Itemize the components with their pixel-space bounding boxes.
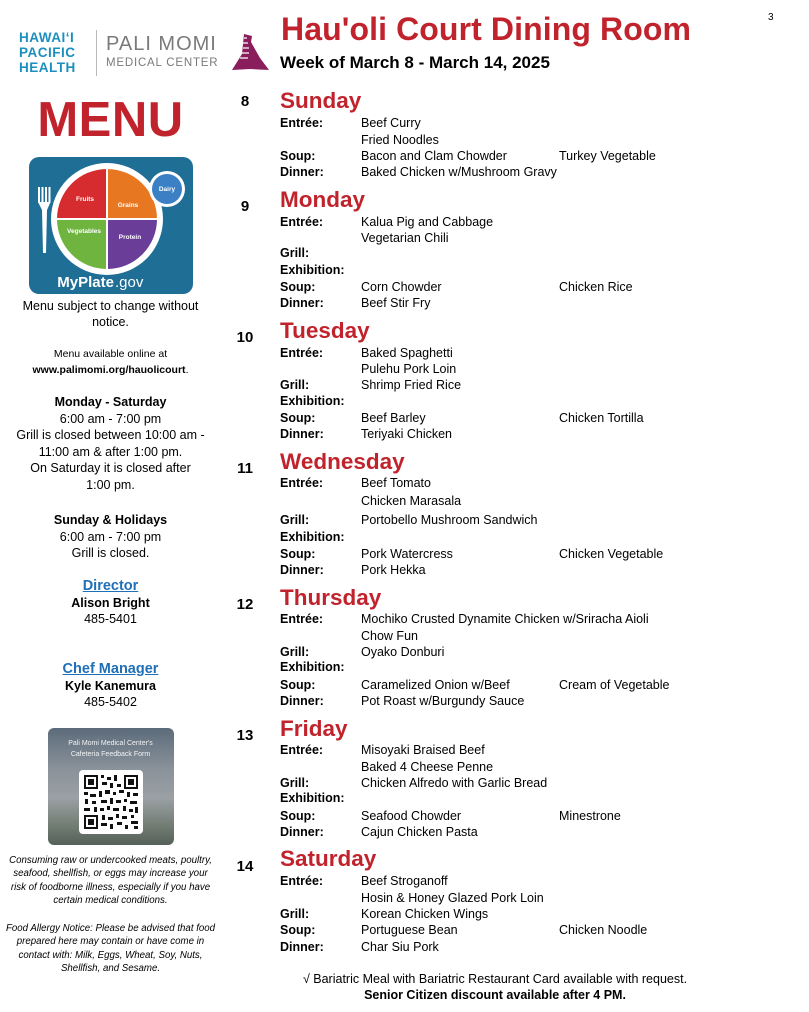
menu-item: Vegetarian Chili xyxy=(361,231,449,245)
director-link[interactable]: Director xyxy=(82,577,139,594)
menu-item: Kalua Pig and Cabbage xyxy=(361,215,494,229)
menu-item: Char Siu Pork xyxy=(361,940,439,954)
row-label: Exhibition: xyxy=(280,530,345,544)
page-number: 3 xyxy=(768,12,774,23)
grill-note: Grill is closed. xyxy=(71,546,150,560)
row-label: Entrée: xyxy=(280,215,324,229)
myplate-icon xyxy=(29,157,193,294)
logo-text-line: PALI MOMI xyxy=(106,33,217,55)
menu-item: Chicken Noodle xyxy=(559,923,648,937)
menu-item: Oyako Donburi xyxy=(361,645,445,659)
grains-label: Grains xyxy=(117,202,138,209)
menu-item: Cream of Vegetable xyxy=(559,678,670,692)
bariatric-note: √ Bariatric Meal with Bariatric Restaurant Card available with request. xyxy=(302,972,688,986)
menu-item: Caramelized Onion w/Beef xyxy=(361,678,510,692)
hours-time: 6:00 am - 7:00 pm xyxy=(59,411,162,426)
day-number: 13 xyxy=(236,727,254,744)
row-label: Dinner: xyxy=(280,563,324,577)
footer-notes xyxy=(230,971,760,1003)
row-label: Soup: xyxy=(280,149,316,163)
row-label: Entrée: xyxy=(280,346,324,360)
day-name: Saturday xyxy=(280,846,377,871)
row-label: Grill: xyxy=(280,378,310,392)
day-name: Sunday xyxy=(280,88,362,113)
director-name: Alison Bright xyxy=(71,595,150,610)
menu-item: Turkey Vegetable xyxy=(559,149,656,163)
vegetables-label: Vegetables xyxy=(66,228,101,235)
row-label: Entrée: xyxy=(280,743,324,757)
day-name: Thursday xyxy=(280,585,382,610)
row-label: Dinner: xyxy=(280,427,324,441)
day-name: Friday xyxy=(280,716,348,741)
director-phone: 485-5401 xyxy=(84,611,137,626)
row-label: Soup: xyxy=(280,678,316,692)
day-number: 12 xyxy=(236,596,254,613)
row-label: Exhibition: xyxy=(280,263,345,277)
menu-item: Portobello Mushroom Sandwich xyxy=(361,513,538,527)
saturday-note: On Saturday it is closed after 1:00 pm. xyxy=(30,461,191,492)
dairy-label: Dairy xyxy=(158,186,175,193)
row-label: Exhibition: xyxy=(280,394,345,408)
raw-food-disclaimer: Consuming raw or undercooked meats, poultry, seafood, shellfish, or eggs may increase your risk of foodborne illness, especially if you have certain medical conditions. xyxy=(9,854,212,906)
fruits-label: Fruits xyxy=(75,196,94,203)
chef-manager-link[interactable]: Chef Manager xyxy=(62,660,159,677)
online-suffix: . xyxy=(185,364,189,376)
senior-discount-note: Senior Citizen discount available after 4 PM. xyxy=(364,988,626,1002)
menu-item: Chicken Rice xyxy=(559,280,633,294)
menu-item: Pot Roast w/Burgundy Sauce xyxy=(361,694,525,708)
pali-momi-mountain-icon xyxy=(230,32,270,72)
day-name: Wednesday xyxy=(280,449,405,474)
myplate-graphic xyxy=(29,157,193,294)
menu-item: Chicken Marasala xyxy=(361,494,462,508)
menu-item: Shrimp Fried Rice xyxy=(361,378,462,392)
menu-item: Minestrone xyxy=(559,809,621,823)
menu-item: Chicken Alfredo with Garlic Bread xyxy=(361,776,548,790)
row-label: Entrée: xyxy=(280,476,324,490)
online-notice xyxy=(0,346,221,378)
menu-item: Pork Watercress xyxy=(361,547,453,561)
chef-manager-name: Kyle Kanemura xyxy=(64,678,156,693)
chef-manager-contact xyxy=(0,660,221,710)
sidebar xyxy=(0,88,221,976)
online-prefix: Menu available online at xyxy=(53,348,168,360)
row-label: Entrée: xyxy=(280,874,324,888)
day-number: 9 xyxy=(240,198,250,215)
row-label: Grill: xyxy=(280,246,310,260)
row-label: Dinner: xyxy=(280,825,324,839)
row-label: Grill: xyxy=(280,907,310,921)
weekday-hours xyxy=(0,394,221,493)
menu-item: Baked 4 Cheese Penne xyxy=(361,760,494,774)
row-label: Soup: xyxy=(280,923,316,937)
menu-item: Mochiko Crusted Dynamite Chicken w/Sriracha Aioli xyxy=(361,612,649,626)
logo-text-line: HAWAIʻI xyxy=(19,30,75,45)
menu-item: Hosin & Honey Glazed Pork Loin xyxy=(361,891,544,905)
qr-title-line: Pali Momi Medical Center's xyxy=(68,739,153,747)
day-number: 14 xyxy=(236,858,254,875)
row-label: Soup: xyxy=(280,547,316,561)
pali-momi-logo xyxy=(106,34,218,70)
protein-label: Protein xyxy=(118,234,141,241)
menu-item: Beef Stroganoff xyxy=(361,874,448,888)
row-label: Dinner: xyxy=(280,694,324,708)
menu-item: Korean Chicken Wings xyxy=(361,907,489,921)
row-label: Grill: xyxy=(280,513,310,527)
menu-item: Beef Barley xyxy=(361,411,426,425)
menu-item: Cajun Chicken Pasta xyxy=(361,825,478,839)
qr-title-line: Cafeteria Feedback Form xyxy=(70,750,151,758)
menu-url-link[interactable]: www.palimomi.org/hauolicourt xyxy=(32,364,186,376)
change-notice: Menu subject to change without notice. xyxy=(22,299,199,329)
menu-item: Pork Hekka xyxy=(361,563,426,577)
menu-item: Chicken Vegetable xyxy=(559,547,664,561)
menu-item: Seafood Chowder xyxy=(361,809,462,823)
logo-divider xyxy=(96,30,97,76)
menu-item: Bacon and Clam Chowder xyxy=(361,149,507,163)
chef-manager-phone: 485-5402 xyxy=(84,694,137,709)
menu-item: Portuguese Bean xyxy=(361,923,458,937)
logo-text-line: PACIFIC xyxy=(19,45,76,60)
hours-heading: Sunday & Holidays xyxy=(53,513,168,527)
menu-item: Chicken Tortilla xyxy=(559,411,644,425)
menu-item: Teriyaki Chicken xyxy=(361,427,453,441)
feedback-qr-card[interactable] xyxy=(48,728,174,845)
menu-item: Baked Chicken w/Mushroom Gravy xyxy=(361,165,557,179)
row-label: Soup: xyxy=(280,809,316,823)
hawaii-pacific-health-logo xyxy=(19,30,91,75)
menu-item: Beef Curry xyxy=(361,116,421,130)
row-label: Grill: xyxy=(280,776,310,790)
page-title: Hau'oli Court Dining Room xyxy=(281,11,692,47)
row-label: Soup: xyxy=(280,411,316,425)
day-name: Monday xyxy=(280,187,366,212)
hours-time: 6:00 am - 7:00 pm xyxy=(59,529,162,544)
row-label: Dinner: xyxy=(280,296,324,310)
sunday-hours xyxy=(0,512,221,562)
myplate-brand-suffix: .gov xyxy=(114,274,143,291)
day-number: 11 xyxy=(237,460,253,477)
row-label: Grill: xyxy=(280,645,310,659)
hours-heading: Monday - Saturday xyxy=(54,395,167,409)
row-label: Entrée: xyxy=(280,116,324,130)
week-subtitle: Week of March 8 - March 14, 2025 xyxy=(280,53,550,72)
menu-item: Fried Noodles xyxy=(361,133,439,147)
menu-item: Corn Chowder xyxy=(361,280,442,294)
row-label: Dinner: xyxy=(280,165,324,179)
myplate-brand: MyPlate xyxy=(56,274,114,291)
row-label: Exhibition: xyxy=(280,791,345,805)
logo-text-line: HEALTH xyxy=(19,60,76,75)
qr-title xyxy=(48,738,174,760)
qr-code-icon[interactable] xyxy=(79,770,143,834)
menu-item: Chow Fun xyxy=(361,629,418,643)
grill-note: Grill is closed between 10:00 am - 11:00 am & after 1:00 pm. xyxy=(16,428,205,459)
menu-item: Beef Tomato xyxy=(361,476,431,490)
row-label: Soup: xyxy=(280,280,316,294)
row-label: Exhibition: xyxy=(280,660,345,674)
menu-item: Misoyaki Braised Beef xyxy=(361,743,485,757)
day-name: Tuesday xyxy=(280,318,370,343)
day-number: 8 xyxy=(240,93,250,110)
logo-text-line: MEDICAL CENTER xyxy=(106,57,219,69)
menu-item: Baked Spaghetti xyxy=(361,346,453,360)
day-number: 10 xyxy=(236,329,254,346)
row-label: Entrée: xyxy=(280,612,324,626)
menu-item: Pulehu Pork Loin xyxy=(361,362,457,376)
director-contact xyxy=(0,577,221,627)
menu-heading: MENU xyxy=(37,93,184,147)
menu-item: Beef Stir Fry xyxy=(361,296,431,310)
row-label: Dinner: xyxy=(280,940,324,954)
allergy-notice: Food Allergy Notice: Please be advised that food prepared here may contain or have come in contact with: Milk, Eggs, Wheat, Soy, Nuts, Shellfish, and Sesame. xyxy=(5,922,216,974)
